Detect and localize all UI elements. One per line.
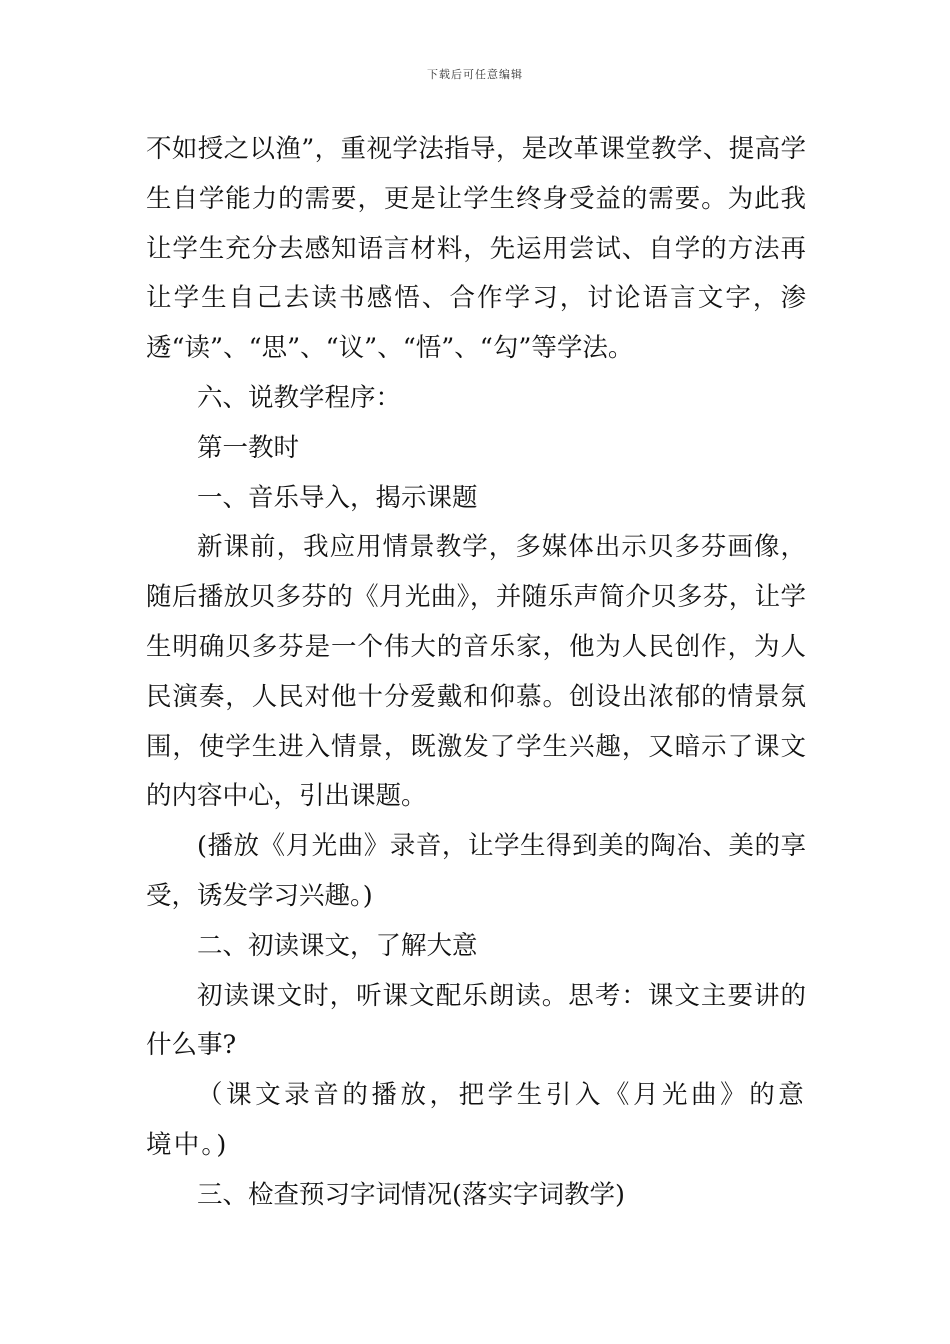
paragraph: 不如授之以渔”，重视学法指导，是改革课堂教学、提高学生自学能力的需要，更是让学生终身受益的需要。为此我让学生充分去感知语言材料，先运用尝试、自学的方法再让学生自己去读书感悟、合作学习，讨论语言文字，渗透“读”、“思”、“议”、“悟”、“勾”等学法。	[146, 134, 806, 364]
paragraph: 新课前，我应用情景教学，多媒体出示贝多芬画像，随后播放贝多芬的《月光曲》，并随乐声简介贝多芬，让学生明确贝多芬是一个伟大的音乐家，他为人民创作，为人民演奏，人民对他十分爱戴和仰慕。创设出浓郁的情景氛围，使学生进入情景，既激发了学生兴趣，又暗示了课文的内容中心，引出课题。	[146, 532, 806, 812]
step-heading: 二、初读课文，了解大意	[197, 930, 478, 961]
page-header: 下载后可任意编辑	[427, 68, 523, 81]
paragraph-note: （课文录音的播放，把学生引入《月光曲》的意境中。)	[146, 1080, 806, 1160]
paragraph: 初读课文时，听课文配乐朗读。思考：课文主要讲的什么事?	[146, 980, 806, 1061]
paragraph-note: (播放《月光曲》录音，让学生得到美的陶冶、美的享受，诱发学习兴趣。)	[146, 831, 806, 911]
step-heading: 三、检查预习字词情况(落实字词教学)	[197, 1179, 625, 1210]
lesson-heading: 第一教时	[197, 432, 300, 463]
step-heading: 一、音乐导入，揭示课题	[197, 482, 478, 513]
document-body	[146, 125, 806, 1221]
section-heading: 六、说教学程序：	[197, 382, 402, 413]
